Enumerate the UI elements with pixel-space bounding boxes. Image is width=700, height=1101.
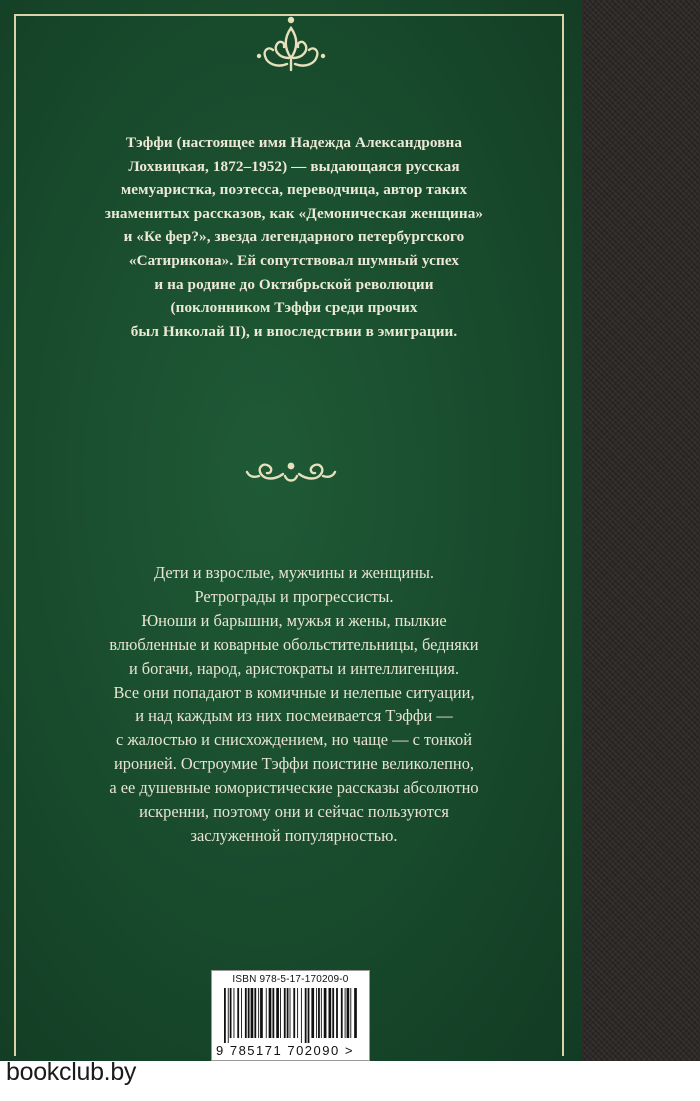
bio-line: знаменитых рассказов, как «Демоническая женщина» bbox=[104, 204, 484, 222]
bio-line: и «Ке фер?», звезда легендарного петербургского bbox=[123, 228, 465, 246]
site-watermark: bookclub.by bbox=[6, 1058, 137, 1086]
top-ornament-icon bbox=[0, 12, 582, 74]
description-line: иронией. Остроумие Тэффи поистине великолепно, bbox=[113, 754, 474, 774]
book-description bbox=[34, 561, 554, 848]
description-line: Юноши и барышни, мужья и жены, пылкие bbox=[141, 610, 447, 630]
description-line: и богачи, народ, аристократы и интеллигенция. bbox=[128, 658, 460, 678]
isbn-barcode bbox=[211, 970, 370, 1061]
barcode-icon bbox=[222, 988, 357, 1043]
isbn-label: ISBN 978-5-17-170209-0 bbox=[232, 974, 349, 985]
bio-line: мемуаристка, поэтесса, переводчица, автор таких bbox=[120, 181, 468, 199]
bio-line: был Николай II), и впоследствии в эмиграции. bbox=[130, 322, 458, 340]
ean-digits: 9 785171 702090 > bbox=[216, 1043, 354, 1058]
bio-line: (поклонником Тэффи среди прочих bbox=[170, 299, 418, 317]
description-line: заслуженной популярностью. bbox=[190, 825, 398, 845]
description-line: Дети и взрослые, мужчины и женщины. bbox=[154, 563, 434, 582]
book-spine bbox=[582, 0, 700, 1061]
bio-line: и на родине до Октябрьской революции bbox=[154, 275, 434, 293]
author-bio bbox=[34, 131, 554, 343]
description-line: с жалостью и снисхождением, но чаще — с тонкой bbox=[115, 730, 473, 750]
bio-line: Тэффи (настоящее имя Надежда Александровна bbox=[125, 134, 463, 151]
description-line: а ее душевные юмористические рассказы абсолютно bbox=[109, 778, 479, 798]
description-line: искренни, поэтому они и сейчас пользуются bbox=[139, 802, 449, 822]
middle-ornament-icon bbox=[0, 452, 582, 492]
description-line: влюбленные и коварные обольстительницы, бедняки bbox=[109, 634, 479, 654]
bio-line: Лохвицкая, 1872–1952) — выдающаяся русская bbox=[128, 157, 460, 175]
bio-line: «Сатирикона». Ей сопутствовал шумный успех bbox=[128, 251, 460, 269]
description-line: и над каждым из них посмеивается Тэффи — bbox=[135, 706, 453, 726]
description-line: Все они попадают в комичные и нелепые ситуации, bbox=[113, 682, 475, 702]
description-line: Ретрограды и прогрессисты. bbox=[194, 586, 394, 606]
